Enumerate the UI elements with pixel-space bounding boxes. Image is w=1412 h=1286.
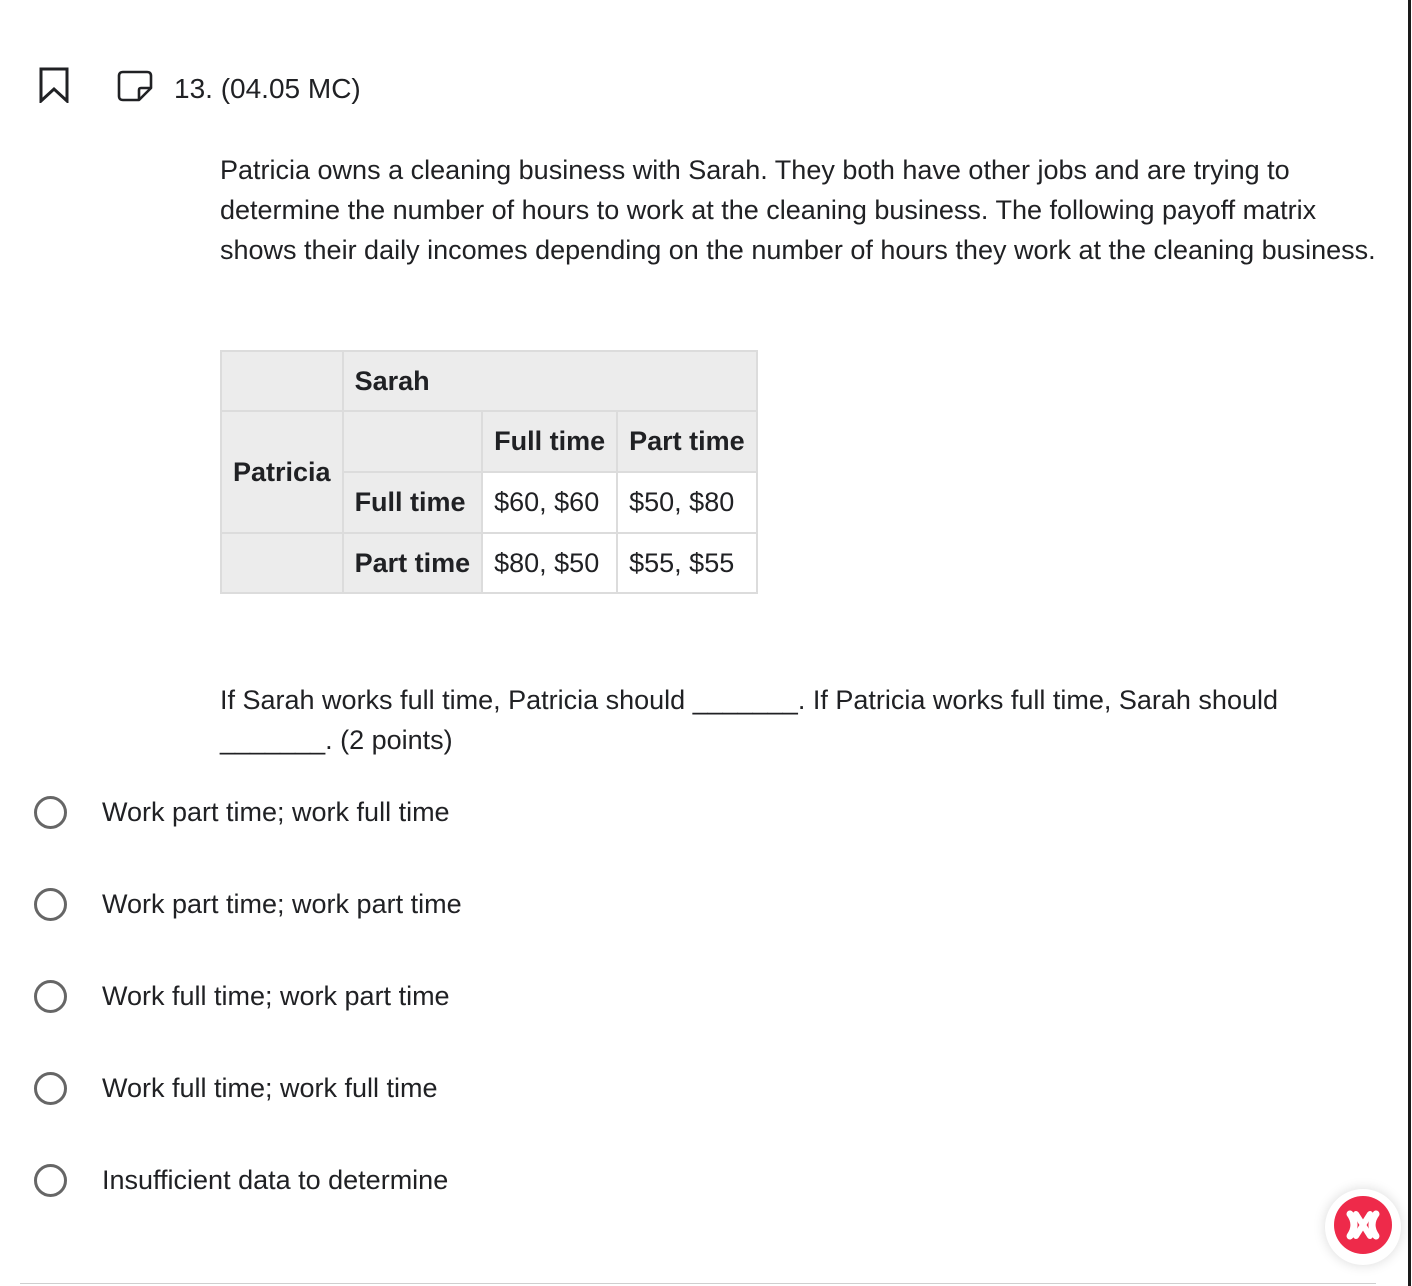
payoff-cell: $60, $60 (482, 472, 617, 533)
stem-part-2: . If Patricia works full time, Sarah should (797, 685, 1278, 715)
x-logo-icon (1334, 1196, 1392, 1259)
floating-helper-button[interactable] (1334, 1198, 1392, 1256)
question-number: 13. (04.05 MC) (174, 73, 361, 104)
stem-part-3: . (2 points) (325, 725, 453, 755)
answer-option[interactable] (34, 976, 450, 1016)
payoff-cell: $80, $50 (482, 533, 617, 593)
radio-button[interactable] (34, 1164, 67, 1197)
radio-button[interactable] (34, 1072, 67, 1105)
matrix-blank-header (343, 411, 483, 472)
option-label: Insufficient data to determine (102, 1164, 449, 1195)
answer-blank: _______ (220, 725, 326, 755)
radio-button[interactable] (34, 888, 67, 921)
stem-part-1: If Sarah works full time, Patricia should (220, 685, 693, 715)
payoff-matrix (220, 350, 758, 594)
payoff-cell: $55, $55 (617, 533, 757, 593)
option-label: Work full time; work full time (102, 1072, 438, 1103)
answer-option[interactable] (34, 792, 450, 832)
payoff-cell: $50, $80 (617, 472, 757, 533)
answer-blank: _______ (692, 685, 798, 715)
matrix-spacer (221, 533, 343, 593)
window-edge (1408, 0, 1411, 1286)
answer-option[interactable] (34, 884, 462, 924)
col-header: Full time (482, 411, 617, 472)
option-label: Work part time; work part time (102, 888, 462, 919)
col-header: Part time (617, 411, 757, 472)
radio-button[interactable] (34, 796, 67, 829)
col-player-label: Sarah (343, 351, 757, 411)
row-player-label: Patricia (221, 411, 343, 533)
bookmark-icon[interactable] (39, 67, 69, 103)
divider (20, 1283, 1376, 1284)
row-header: Full time (343, 472, 483, 533)
sticky-note-icon[interactable] (117, 70, 153, 102)
row-header: Part time (343, 533, 483, 593)
question-prompt: Patricia owns a cleaning business with Sarah. They both have other jobs and are trying to determine the number of hours to work at the cleaning business. The following payoff matrix shows their daily incomes depending on the number of hours they work at the cleaning business. (220, 155, 1376, 265)
option-label: Work part time; work full time (102, 796, 450, 827)
radio-button[interactable] (34, 980, 67, 1013)
option-label: Work full time; work part time (102, 980, 450, 1011)
answer-option[interactable] (34, 1068, 438, 1108)
answer-option[interactable] (34, 1160, 448, 1200)
question-stem (220, 680, 1350, 760)
matrix-corner (221, 351, 343, 411)
